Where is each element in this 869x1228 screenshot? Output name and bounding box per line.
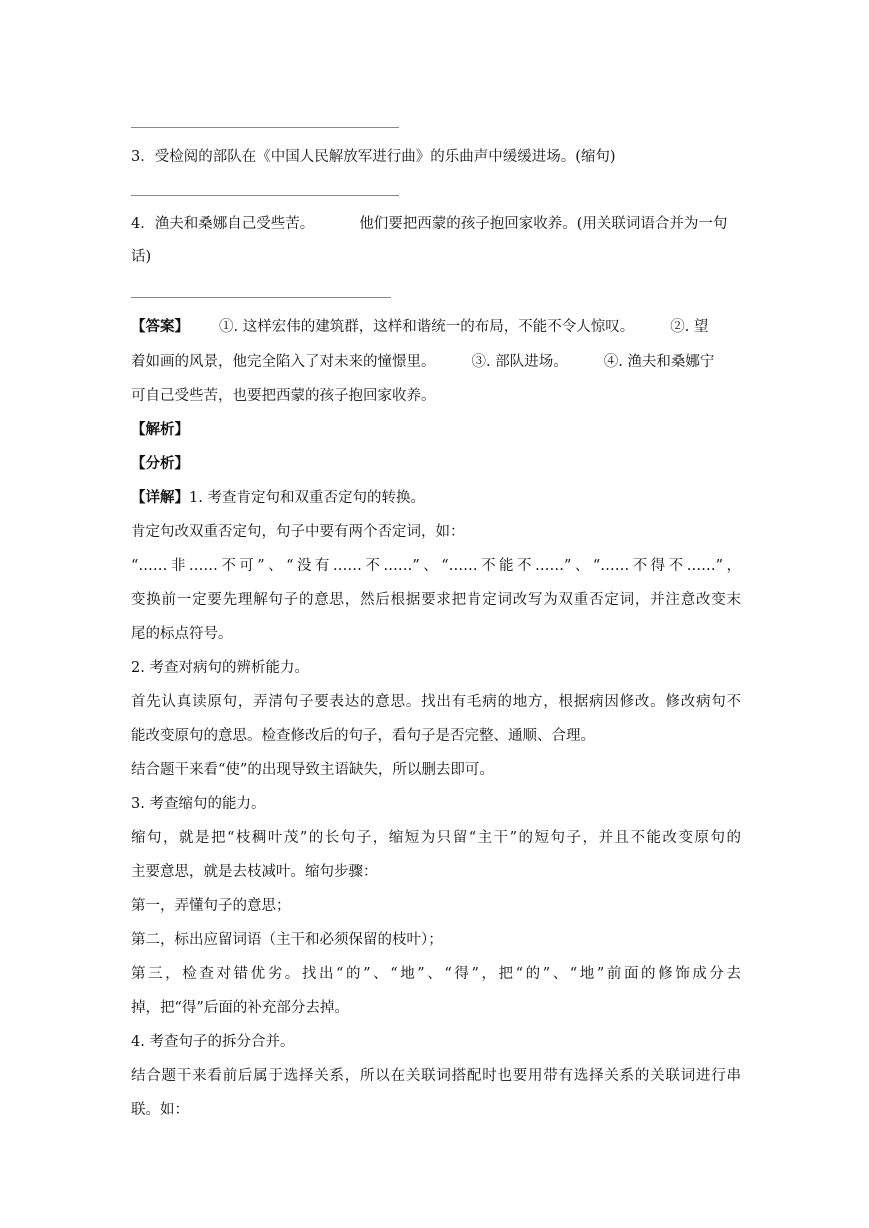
detail-label: 【详解】 (131, 489, 189, 506)
answer-item-2: ②. 望 (670, 319, 709, 335)
answer-line-2 (131, 352, 741, 372)
answer-line-3: 可自己受些苦，也要把西蒙的孩子抱回家收养。 (131, 388, 436, 404)
detail-line-14: 第二，标出应留词语（主干和必须保留的枝叶）； (131, 932, 443, 948)
detail-line-10: 3. 考查缩句的能力。 (131, 796, 266, 812)
detail-line-18: 结合题干来看前后属于选择关系，所以在关联词搭配时也要用带有选择关系的关联词进行串 (131, 1068, 741, 1084)
detail-line-17: 4. 考查句子的拆分合并。 (131, 1034, 295, 1050)
answer-label: 【答案】 (131, 318, 189, 335)
detail-line-19: 联。如： (131, 1102, 189, 1118)
answer-blank-line (131, 195, 399, 196)
detail-line-9: 结合题干来看“使”的出现导致主语缺失，所以删去即可。 (131, 762, 494, 778)
answer-item-3: ③. 部队进场。 (471, 354, 568, 370)
detail-line-3: “……非……不可”、“没有……不……”、“……不能不……”、“……不得不……”， (131, 558, 741, 574)
detail-line-1 (131, 488, 741, 508)
answer-item-2-cont: 着如画的风景，他完全陷入了对未来的憧憬里。 (131, 354, 436, 370)
answer-blank-line (131, 127, 399, 128)
detail-point-1: 1. 考查肯定句和双重否定句的转换。 (189, 490, 425, 506)
question-4 (131, 214, 741, 234)
detail-line-11: 缩句，就是把“枝稠叶茂”的长句子，缩短为只留“主干”的短句子，并且不能改变原句的 (131, 830, 741, 846)
answer-item-1: ①. 这样宏伟的建筑群，这样和谐统一的布局，不能不令人惊叹。 (219, 319, 635, 335)
answer-blank-line (131, 297, 391, 298)
question-4-cont: 话) (131, 249, 152, 265)
question-4-part1: 4．渔夫和桑娜自己受些苦。 (131, 216, 315, 232)
question-3: 3．受检阅的部队在《中国人民解放军进行曲》的乐曲声中缓缓进场。(缩句) (131, 149, 616, 165)
detail-line-5: 尾的标点符号。 (131, 626, 233, 642)
detail-line-13: 第一，弄懂句子的意思； (131, 898, 291, 914)
detail-line-6: 2. 考查对病句的辨析能力。 (131, 660, 309, 676)
detail-line-12: 主要意思，就是去枝减叶。缩句步骤： (131, 864, 378, 880)
analysis-label: 【解析】 (131, 421, 189, 438)
detail-line-15: 第三，检查对错优劣。找出“的”、“地”、“得”，把“的”、“地”前面的修饰成分去 (131, 966, 741, 982)
answer-item-4: ④. 渔夫和桑娜宁 (603, 354, 715, 370)
detail-line-4: 变换前一定要先理解句子的意思，然后根据要求把肯定词改写为双重否定词，并注意改变末 (131, 592, 741, 608)
fenxi-label: 【分析】 (131, 455, 189, 472)
detail-line-2: 肯定句改双重否定句，句子中要有两个否定词，如： (131, 524, 465, 540)
answer-line-1 (131, 317, 741, 337)
question-4-part2: 他们要把西蒙的孩子抱回家收养。(用关联词语合并为一句 (359, 216, 728, 232)
detail-line-7: 首先认真读原句，弄清句子要表达的意思。找出有毛病的地方，根据病因修改。修改病句不 (131, 694, 741, 710)
detail-line-16: 掉，把“得”后面的补充部分去掉。 (131, 1000, 349, 1016)
detail-line-8: 能改变原句的意思。检查修改后的句子，看句子是否完整、通顺、合理。 (131, 728, 595, 744)
